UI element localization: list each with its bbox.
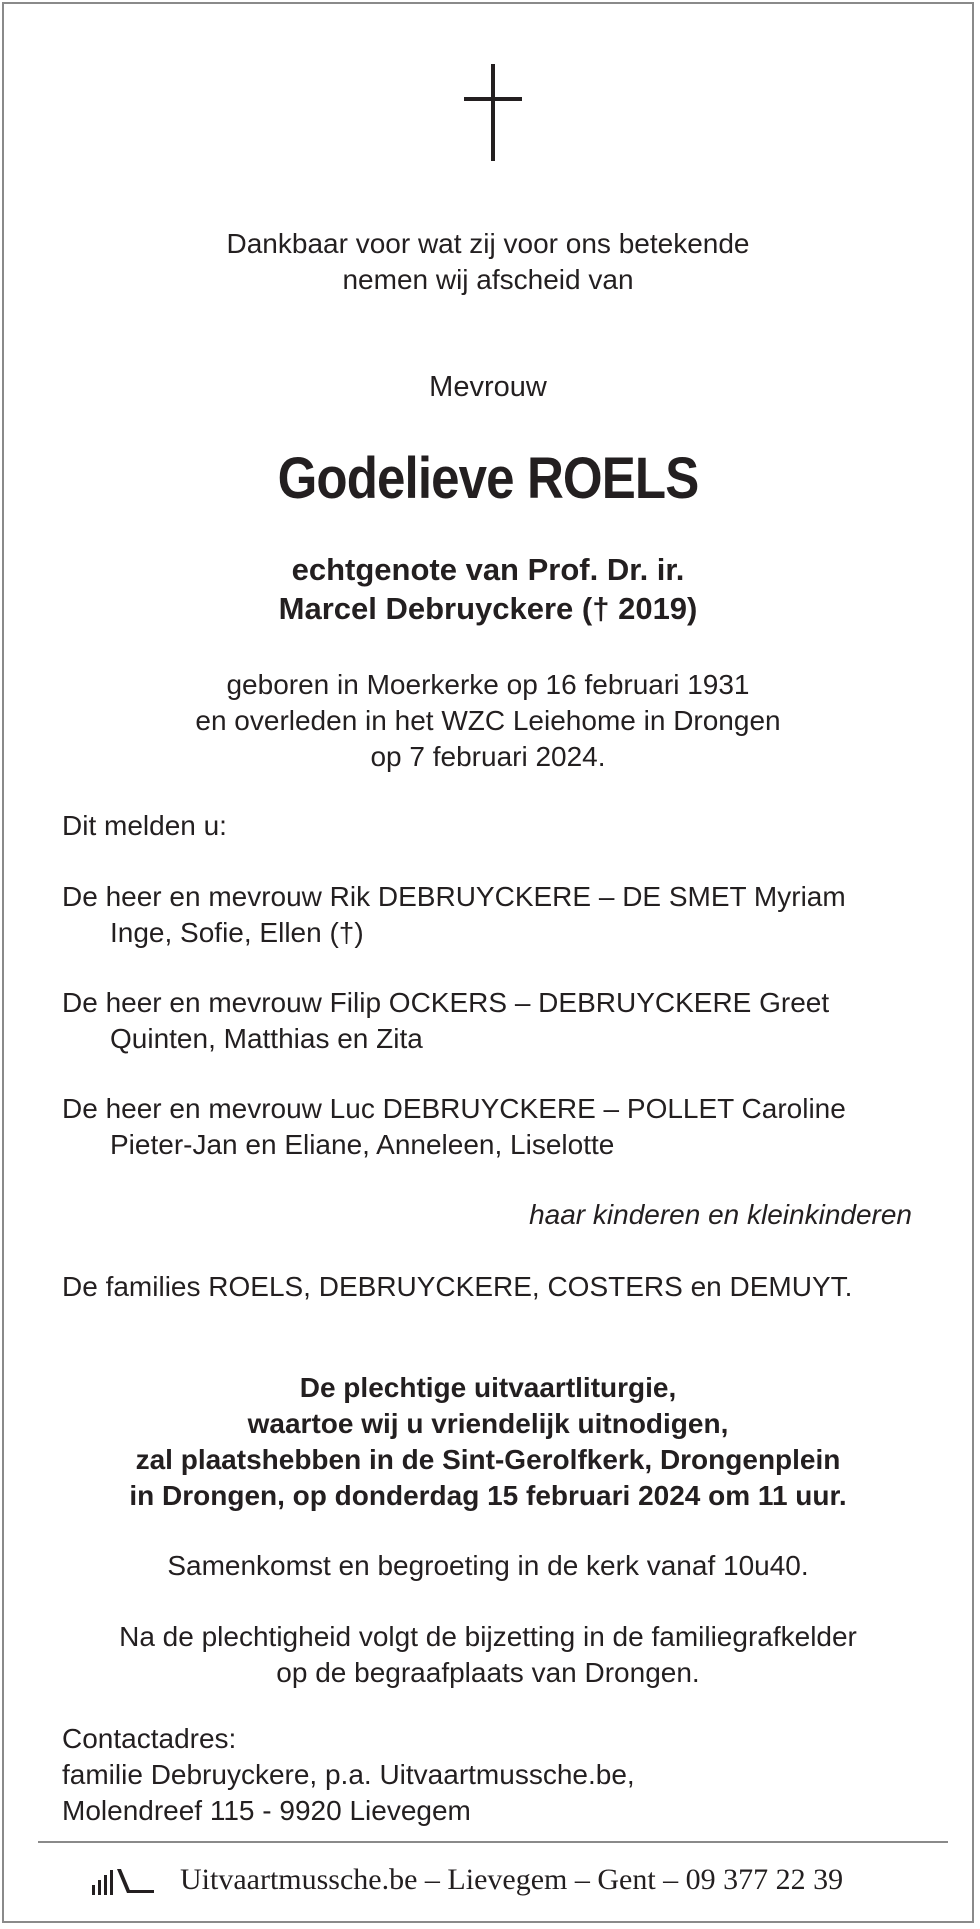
ceremony-line: zal plaatshebben in de Sint-Gerolfkerk, Drongenplein (135, 1444, 841, 1475)
family-children: Quinten, Matthias en Zita (110, 1023, 423, 1054)
family-entry (62, 985, 952, 1057)
spouse-line: Marcel Debruyckere († 2019) (278, 591, 698, 626)
life-line: geboren in Moerkerke op 16 februari 1931 (226, 669, 750, 700)
salutation: Mevrouw (429, 371, 547, 403)
burial-line: Na de plechtigheid volgt de bijzetting in de familiegrafkelder (119, 1621, 857, 1652)
gathering-text: Samenkomst en begroeting in de kerk vanaf 10u40. (167, 1550, 809, 1581)
ceremony-line: waartoe wij u vriendelijk uitnodigen, (247, 1408, 729, 1439)
contact-line: Contactadres: (62, 1723, 237, 1754)
burial-text (4, 1619, 972, 1691)
family-parents: De heer en mevrouw Rik DEBRUYCKERE – DE SMET Myriam (62, 881, 846, 912)
ceremony-line: De plechtige uitvaartliturgie, (299, 1372, 677, 1403)
contact-line: Molendreef 115 - 9920 Lievegem (62, 1795, 471, 1826)
footer (90, 1860, 843, 1900)
contact-block (62, 1721, 952, 1829)
announce-text: Dit melden u: (62, 810, 227, 841)
intro-text (4, 226, 972, 298)
family-parents: De heer en mevrouw Filip OCKERS – DEBRUYCKERE Greet (62, 987, 830, 1018)
life-line: op 7 februari 2024. (370, 741, 606, 772)
intro-line: nemen wij afscheid van (342, 264, 634, 295)
footer-text: Uitvaartmussche.be – Lievegem – Gent – 09 377 22 39 (180, 1863, 844, 1896)
family-children: Inge, Sofie, Ellen (†) (110, 917, 364, 948)
life-line: en overleden in het WZC Leiehome in Drongen (195, 705, 781, 736)
family-children: Pieter-Jan en Eliane, Anneleen, Liselotte (110, 1129, 615, 1160)
family-entry (62, 1091, 952, 1163)
burial-line: op de begraafplaats van Drongen. (276, 1657, 700, 1688)
ceremony-text (4, 1370, 972, 1514)
family-entry (62, 879, 952, 951)
funeral-home-logo-icon (90, 1865, 156, 1895)
spouse-text (4, 550, 972, 628)
relation-text: haar kinderen en kleinkinderen (529, 1199, 912, 1230)
footer-divider (38, 1841, 948, 1843)
cross-icon (4, 4, 976, 174)
family-parents: De heer en mevrouw Luc DEBRUYCKERE – POLLET Caroline (62, 1093, 846, 1124)
ceremony-line: in Drongen, op donderdag 15 februari 2024 om 11 uur. (129, 1480, 847, 1511)
other-families: De families ROELS, DEBRUYCKERE, COSTERS en DEMUYT. (62, 1271, 853, 1302)
obituary-card (2, 2, 974, 1923)
contact-line: familie Debruyckere, p.a. Uitvaartmussche.be, (62, 1759, 635, 1790)
spouse-line: echtgenote van Prof. Dr. ir. (291, 552, 685, 587)
deceased-name: Godelieve ROELS (277, 446, 699, 511)
life-dates (4, 667, 972, 775)
intro-line: Dankbaar voor wat zij voor ons betekende (226, 228, 750, 259)
